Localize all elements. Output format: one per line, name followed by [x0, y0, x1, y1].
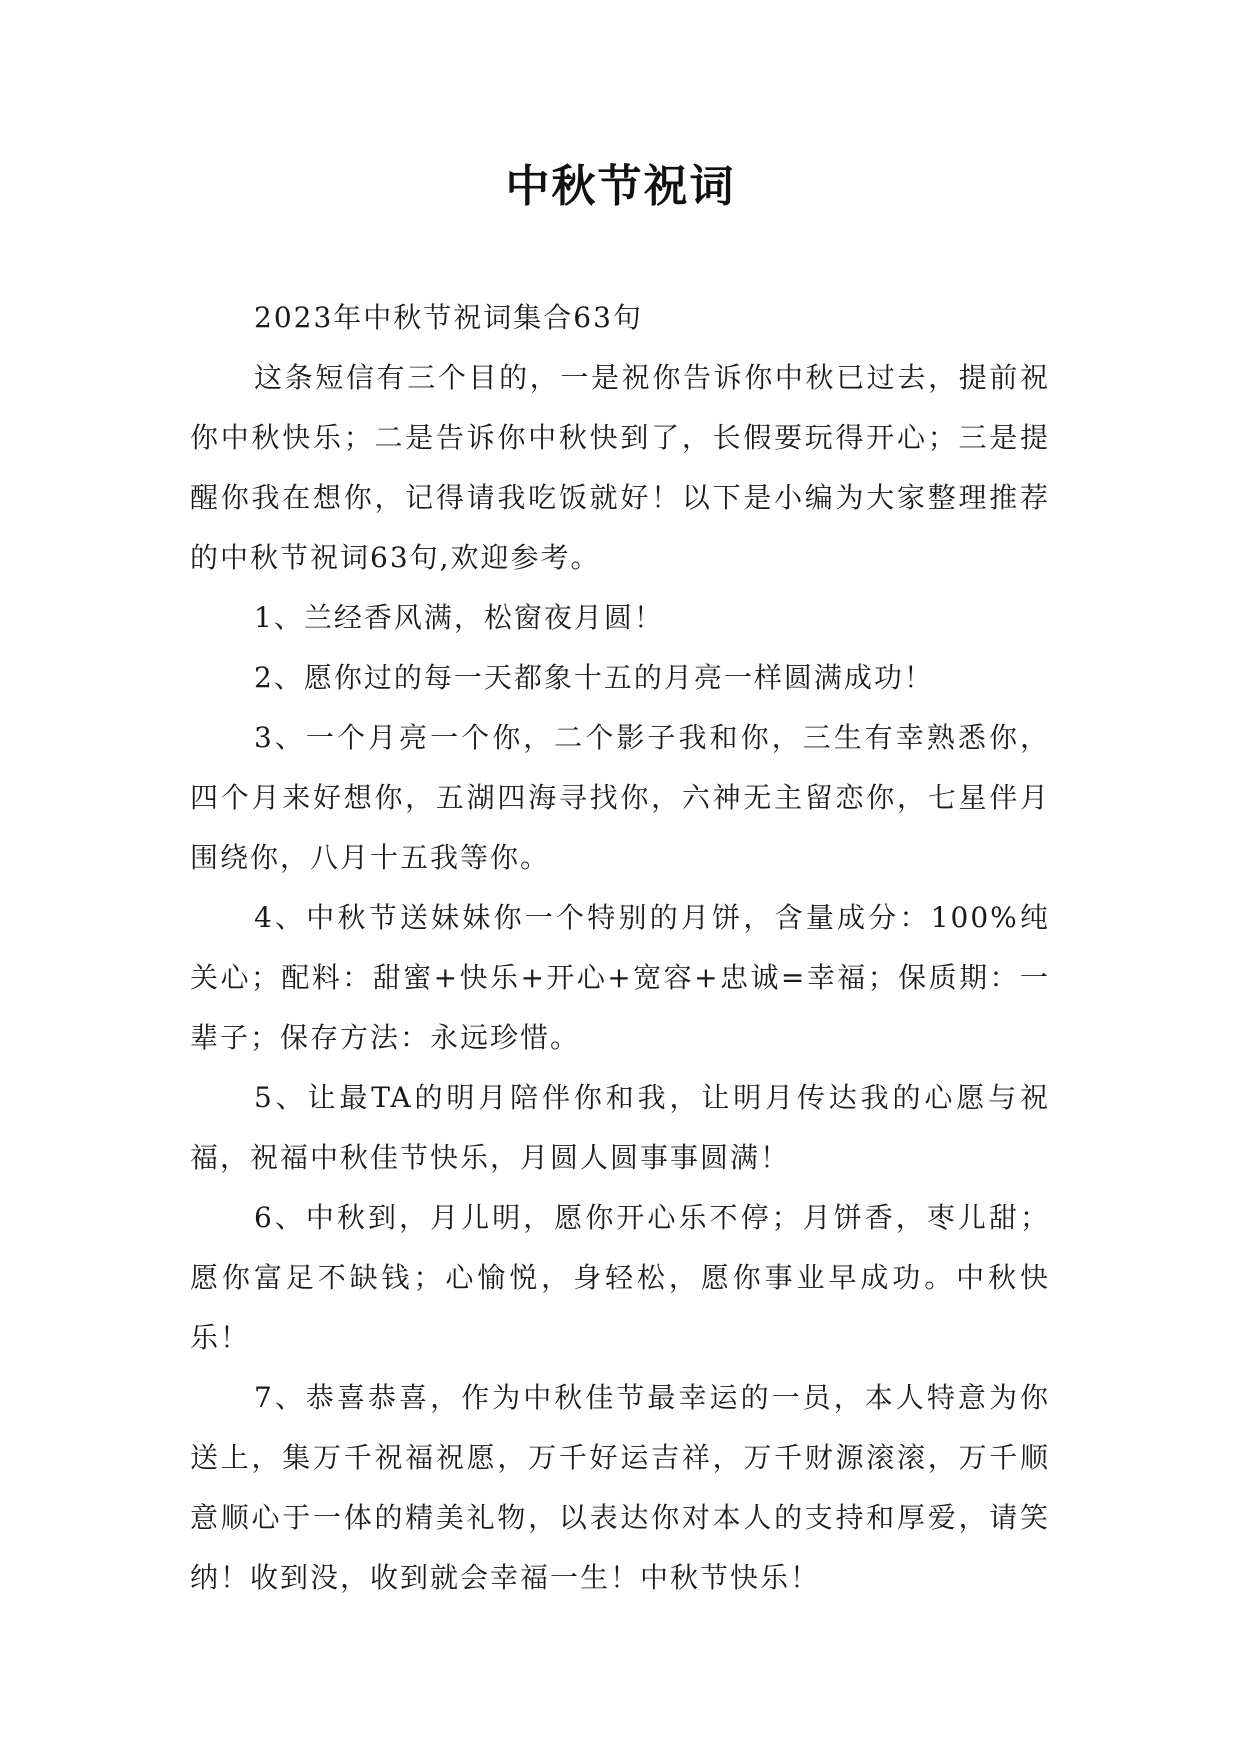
blessing-item-3: 3、一个月亮一个你，二个影子我和你，三生有幸熟悉你，四个月来好想你，五湖四海寻找你，六神无主留恋你，七星伴月围绕你，八月十五我等你。 [190, 721, 1050, 874]
blessing-item-2: 2、愿你过的每一天都象十五的月亮一样圆满成功！ [254, 661, 934, 694]
page-title: 中秋节祝词 [505, 161, 736, 212]
document-body [190, 288, 1050, 1608]
blessing-item-1: 1、兰经香风满，松窗夜月圆！ [254, 601, 664, 634]
intro-paragraph: 这条短信有三个目的，一是祝你告诉你中秋已过去，提前祝你中秋快乐；二是告诉你中秋快到了，长假要玩得开心；三是提醒你我在想你，记得请我吃饭就好！以下是小编为大家整理推荐的中秋节祝词63句,欢迎参考。 [190, 361, 1050, 574]
blessing-item-4: 4、中秋节送妹妹你一个特别的月饼，含量成分：100%纯关心；配料：甜蜜+快乐+开心+宽容+忠诚=幸福；保质期：一辈子；保存方法：永远珍惜。 [190, 901, 1050, 1054]
subtitle-paragraph: 2023年中秋节祝词集合63句 [254, 301, 643, 334]
blessing-item-6: 6、中秋到，月儿明，愿你开心乐不停；月饼香，枣儿甜；愿你富足不缺钱；心愉悦，身轻松，愿你事业早成功。中秋快乐！ [190, 1201, 1050, 1354]
blessing-item-5: 5、让最TA的明月陪伴你和我，让明月传达我的心愿与祝福，祝福中秋佳节快乐，月圆人圆事事圆满！ [190, 1081, 1050, 1174]
blessing-item-7: 7、恭喜恭喜，作为中秋佳节最幸运的一员，本人特意为你送上，集万千祝福祝愿，万千好运吉祥，万千财源滚滚，万千顺意顺心于一体的精美礼物，以表达你对本人的支持和厚爱，请笑纳！收到没，收到就会幸福一生！中秋节快乐！ [190, 1381, 1050, 1594]
